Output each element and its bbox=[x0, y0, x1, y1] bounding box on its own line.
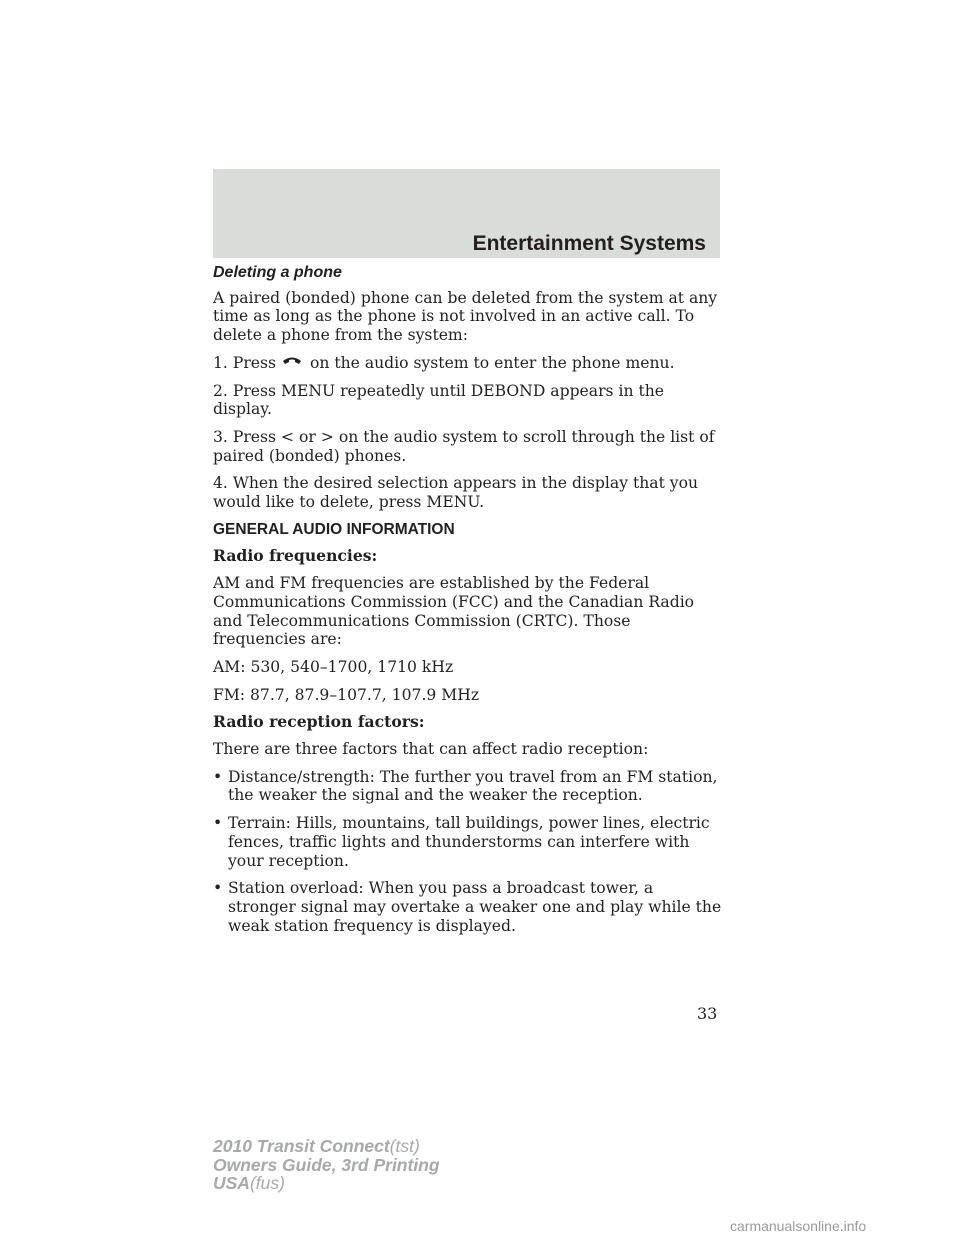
reception-intro: There are three factors that can affect radio reception: bbox=[213, 740, 649, 759]
step-3: 3. Press < or > on the audio system to scroll through the list of paired (bonded) phones. bbox=[213, 427, 715, 465]
section-header-band bbox=[213, 169, 720, 258]
footer-line-3 bbox=[213, 1174, 440, 1193]
page-number: 33 bbox=[697, 1004, 718, 1023]
list-item-text: Distance/strength: The further you travel from an FM station, the weaker the signal and the weaker the reception. bbox=[228, 767, 718, 805]
footer-region-code: (fus) bbox=[249, 1173, 285, 1193]
radio-frequencies-text: AM and FM frequencies are established by the Federal Communications Commission (FCC) and the Canadian Radio and Telecommunications Commission (CRTC). Those frequencies are: bbox=[213, 574, 695, 649]
bullet-glyph: • bbox=[213, 814, 223, 833]
footer-line-1 bbox=[213, 1137, 440, 1156]
page-content bbox=[213, 264, 723, 944]
footer-model: 2010 Transit Connect bbox=[213, 1136, 390, 1156]
step-2: 2. Press MENU repeatedly until DEBOND appears in the display. bbox=[213, 381, 665, 419]
radio-frequencies-heading: Radio frequencies: bbox=[213, 546, 378, 566]
bullet-glyph: • bbox=[213, 879, 223, 898]
step-4: 4. When the desired selection appears in the display that you would like to delete, press MENU. bbox=[213, 474, 699, 512]
general-audio-heading: GENERAL AUDIO INFORMATION bbox=[213, 520, 455, 538]
section-header-title: Entertainment Systems bbox=[472, 232, 706, 255]
watermark: carmanualsonline.info bbox=[730, 1218, 867, 1234]
step-1-prefix: 1. Press bbox=[213, 353, 277, 372]
list-item-text: Terrain: Hills, mountains, tall buildings, power lines, electric fences, traffic lights and thunderstorms can interfere with your reception. bbox=[228, 814, 710, 870]
footer-model-code: (tst) bbox=[389, 1136, 420, 1156]
fm-frequencies: FM: 87.7, 87.9–107.7, 107.9 MHz bbox=[213, 685, 480, 704]
footer-imprint bbox=[213, 1137, 440, 1193]
bullet-glyph: • bbox=[213, 767, 223, 786]
am-frequencies: AM: 530, 540–1700, 1710 kHz bbox=[213, 657, 454, 676]
footer-region: USA bbox=[213, 1173, 250, 1193]
step-1-suffix: on the audio system to enter the phone menu. bbox=[309, 353, 675, 372]
intro-paragraph: A paired (bonded) phone can be deleted from the system at any time as long as the phone is not involved in an active call. To delete a phone from the system: bbox=[213, 288, 718, 345]
step-1 bbox=[213, 354, 723, 373]
reception-factors-heading: Radio reception factors: bbox=[213, 712, 425, 732]
section-title: Deleting a phone bbox=[213, 264, 342, 281]
footer-line-2: Owners Guide, 3rd Printing bbox=[213, 1154, 440, 1175]
phone-icon bbox=[281, 355, 303, 369]
list-item-text: Station overload: When you pass a broadcast tower, a stronger signal may overtake a weaker one and play while the weak station frequency is displayed. bbox=[228, 879, 722, 935]
list-item bbox=[213, 814, 723, 870]
list-item bbox=[213, 768, 723, 805]
reception-factors-list bbox=[213, 768, 723, 936]
list-item bbox=[213, 879, 723, 935]
